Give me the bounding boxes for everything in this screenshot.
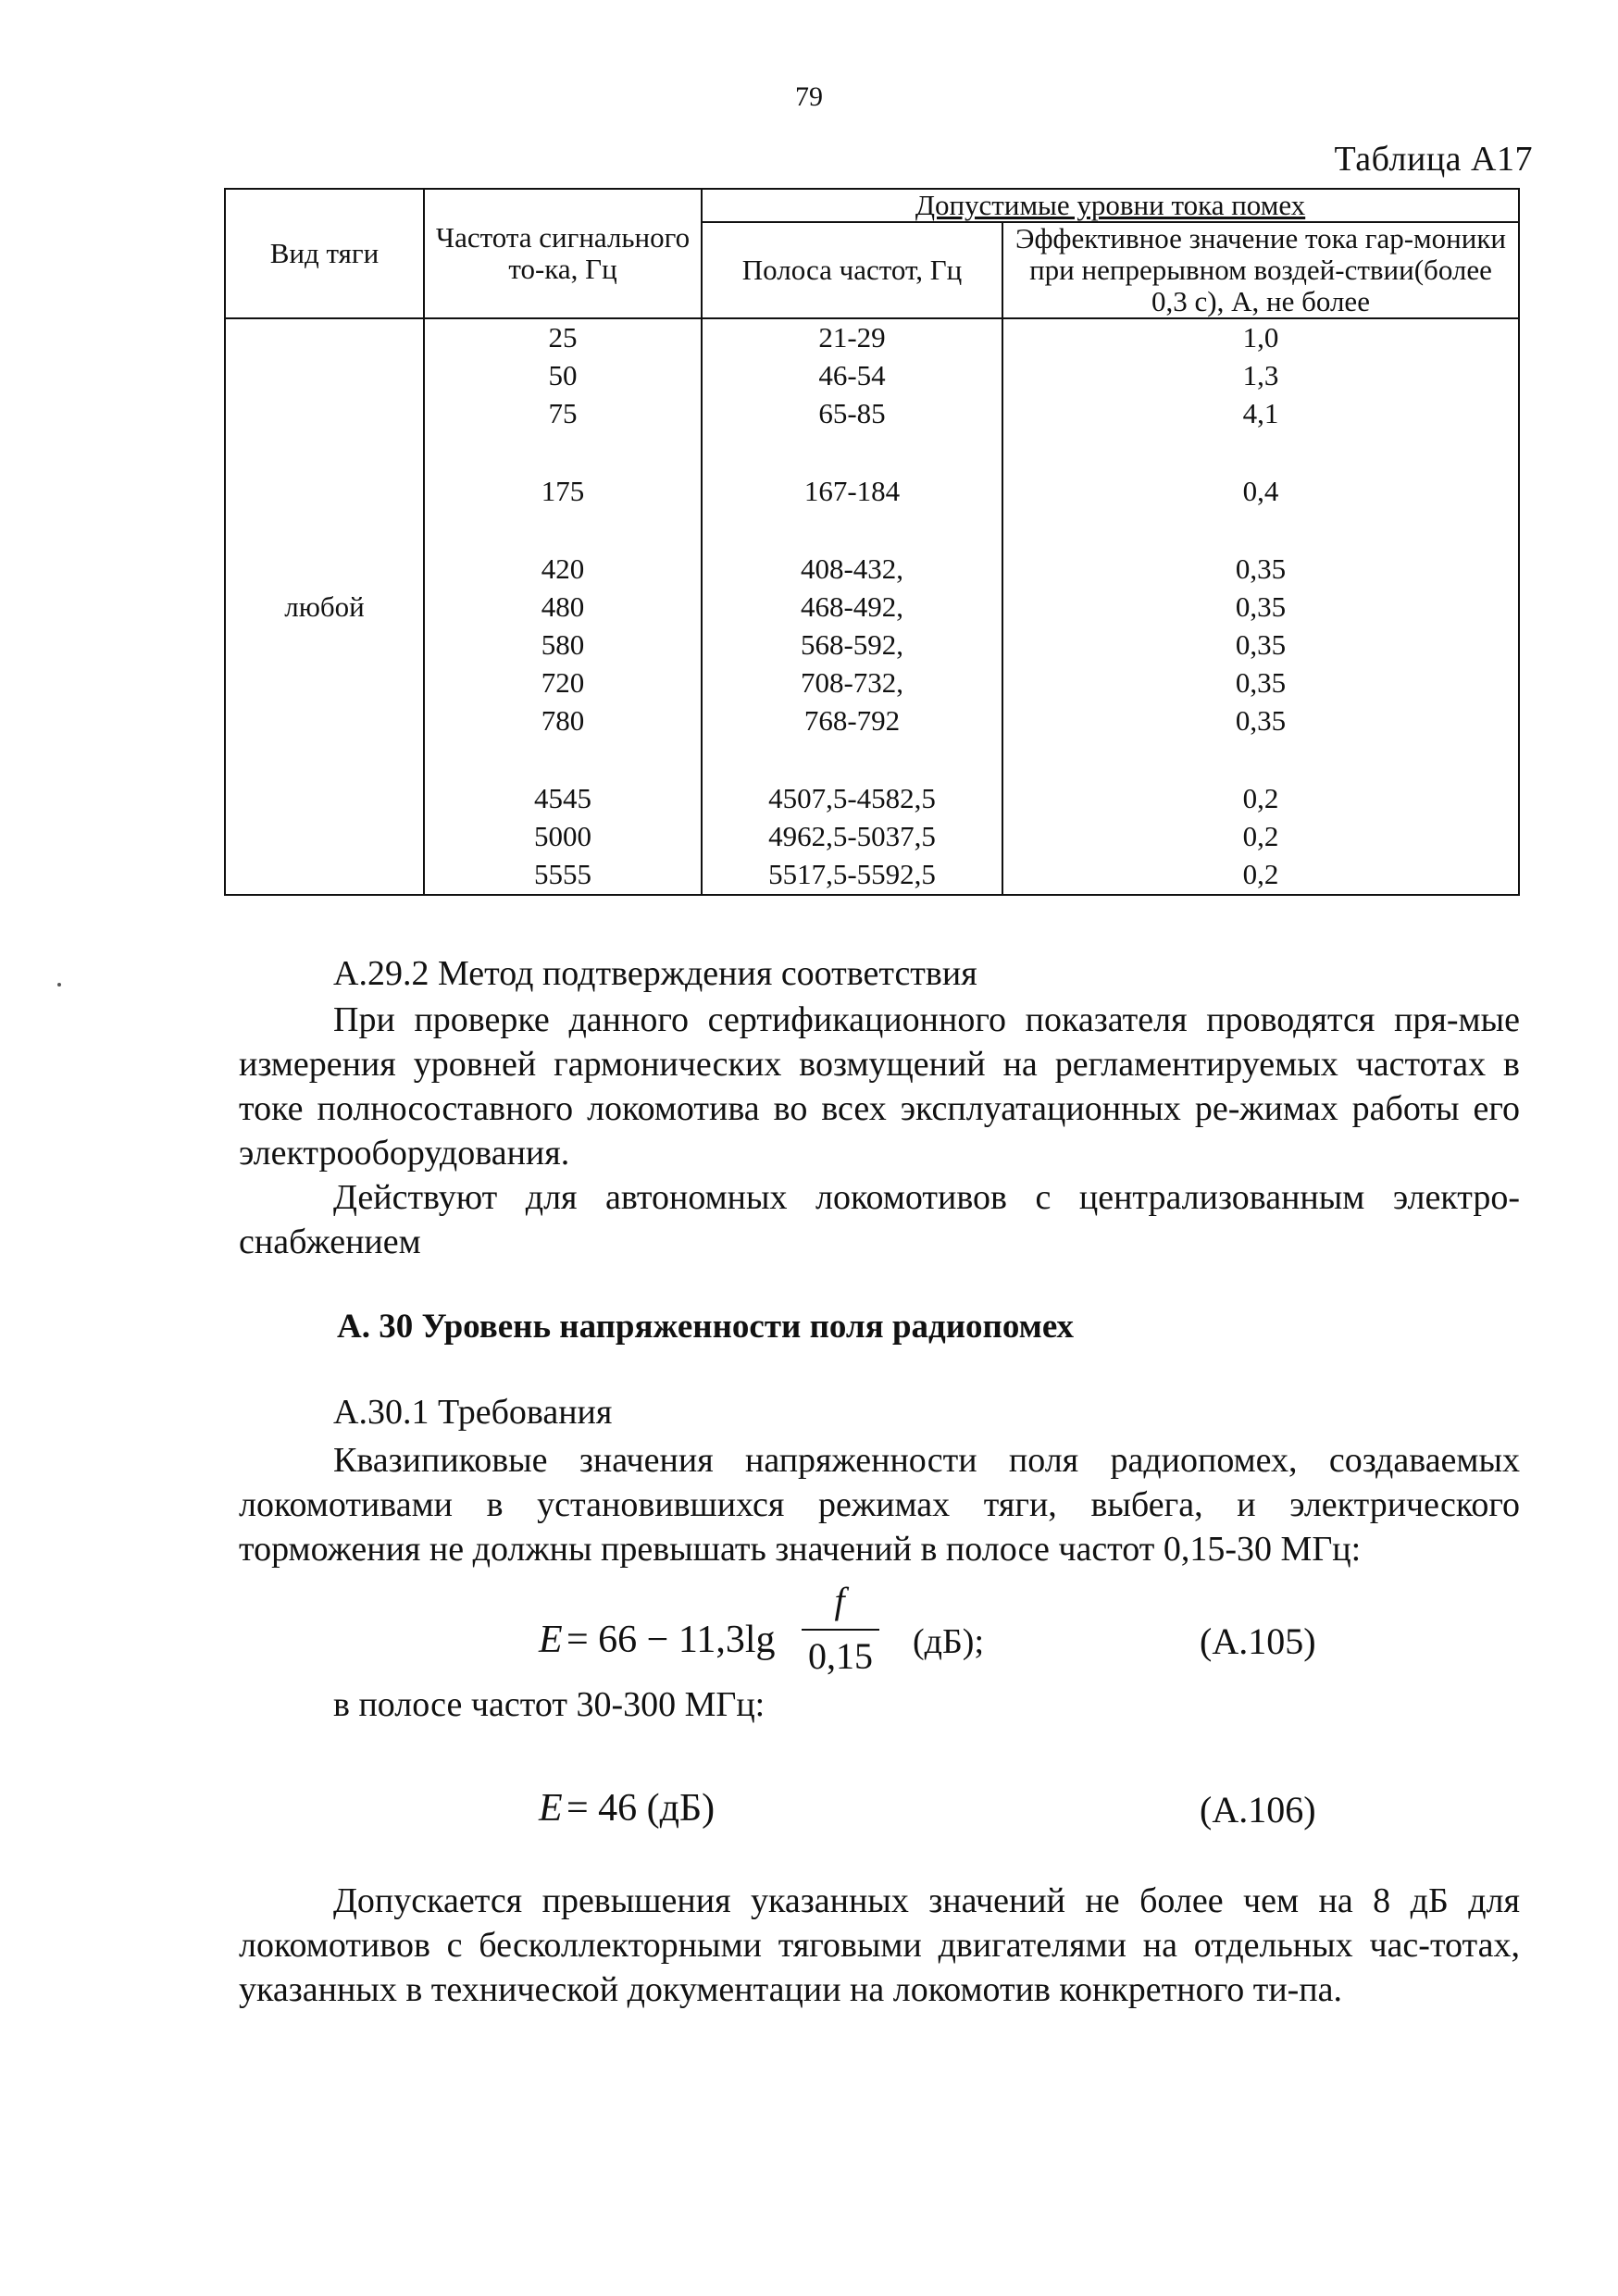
effective-value: 4,1 bbox=[1242, 397, 1279, 429]
formula-1-fraction-bar bbox=[802, 1629, 879, 1631]
band-value: 568-592, bbox=[800, 628, 904, 661]
section-a30-1-title: А.30.1 Требования bbox=[333, 1393, 613, 1432]
formula-1-unit: (дБ); bbox=[913, 1622, 985, 1661]
effective-value: 0,2 bbox=[1242, 858, 1279, 890]
band-value: 408-432, bbox=[800, 552, 904, 585]
formula-2-number: (А.106) bbox=[1200, 1789, 1316, 1831]
header-signal-frequency: Частота сигнального то-ка, Гц bbox=[424, 189, 702, 318]
page-number: 79 bbox=[795, 81, 823, 112]
band-value: 46-54 bbox=[818, 359, 886, 391]
freq-value: 580 bbox=[541, 628, 585, 661]
band-value: 468-492, bbox=[800, 590, 904, 623]
freq-value: 5000 bbox=[534, 820, 591, 852]
section-a29-2-paragraph-1: При проверке данного сертификационного показателя проводятся пря-мые измерения уровней гармонических возмущений на регламентируемых частотах в токе полносоставного локомотива во всех эксплуатационных ре-жимах работы его электрооборудования. bbox=[239, 1000, 1520, 1173]
cell-vid-value bbox=[225, 318, 424, 895]
cell-bands bbox=[702, 318, 1002, 895]
header-permissible-levels bbox=[702, 189, 1519, 222]
effective-value: 0,35 bbox=[1235, 704, 1287, 737]
table-row bbox=[225, 318, 1519, 895]
band-value: 65-85 bbox=[818, 397, 886, 429]
vid-value: любой bbox=[284, 590, 365, 623]
section-a29-2-title: А.29.2 Метод подтверждения соответствия bbox=[333, 954, 977, 993]
band-value: 167-184 bbox=[803, 475, 901, 507]
band-value: 708-732, bbox=[800, 666, 904, 699]
effective-value: 0,35 bbox=[1235, 552, 1287, 585]
freq-value: 480 bbox=[541, 590, 585, 623]
freq-value: 175 bbox=[541, 475, 585, 507]
freq-value: 420 bbox=[541, 552, 585, 585]
header-permissible-levels-label: Допустимые уровни тока помех bbox=[915, 189, 1306, 221]
freq-value: 25 bbox=[548, 321, 578, 354]
effective-value: 0,35 bbox=[1235, 666, 1287, 699]
header-vid-tyagi: Вид тяги bbox=[225, 189, 424, 318]
effective-value: 0,35 bbox=[1235, 590, 1287, 623]
effective-value: 1,3 bbox=[1242, 359, 1279, 391]
cell-effective-values bbox=[1002, 318, 1519, 895]
formula-1-number: (А.105) bbox=[1200, 1620, 1316, 1662]
freq-value: 4545 bbox=[534, 782, 591, 814]
band-value: 4962,5-5037,5 bbox=[768, 820, 936, 852]
scan-speck bbox=[57, 983, 61, 987]
section-a30-between-text: в полосе частот 30-300 МГц: bbox=[333, 1685, 765, 1724]
table-caption: Таблица А17 bbox=[1334, 140, 1533, 179]
section-a30-heading: А. 30 Уровень напряженности поля радиопомех bbox=[337, 1308, 1075, 1346]
freq-value: 5555 bbox=[534, 858, 591, 890]
section-a30-paragraph-1: Квазипиковые значения напряженности поля радиопомех, создаваемых локомотивами в установившихся режимах тяги, выбега, и электрического торможения не должны превышать значений в полосе частот 0,15-30 МГц: bbox=[239, 1441, 1520, 1569]
effective-value: 0,2 bbox=[1242, 820, 1279, 852]
effective-value: 1,0 bbox=[1242, 321, 1279, 354]
band-value: 5517,5-5592,5 bbox=[768, 858, 936, 890]
formula-2-rhs: = 46 (дБ) bbox=[566, 1787, 716, 1830]
section-a30-paragraph-2: Допускается превышения указанных значений не более чем на 8 дБ для локомотивов с бесколлекторными тяговыми двигателями на отдельных час-тотах, указанных в технической документации на локомотив конкретного ти-па. bbox=[239, 1881, 1520, 2009]
formula-1-lhs: E bbox=[539, 1619, 563, 1661]
freq-value: 720 bbox=[541, 666, 585, 699]
freq-value: 780 bbox=[541, 704, 585, 737]
band-value: 4507,5-4582,5 bbox=[768, 782, 936, 814]
effective-value: 0,2 bbox=[1242, 782, 1279, 814]
freq-value: 75 bbox=[548, 397, 578, 429]
header-effective-value: Эффективное значение тока гар-моники при непрерывном воздей-ствии(более 0,3 с), А, не более bbox=[1002, 222, 1519, 318]
effective-value: 0,4 bbox=[1242, 475, 1279, 507]
header-frequency-band: Полоса частот, Гц bbox=[702, 222, 1002, 318]
section-a29-2-paragraph-2: Действуют для автономных локомотивов с централизованным электро-снабжением bbox=[239, 1178, 1520, 1261]
formula-1-denominator: 0,15 bbox=[808, 1635, 873, 1677]
interference-table bbox=[224, 188, 1520, 896]
band-value: 21-29 bbox=[818, 321, 886, 354]
freq-value: 50 bbox=[548, 359, 578, 391]
formula-1-numerator: f bbox=[834, 1580, 845, 1621]
cell-frequencies bbox=[424, 318, 702, 895]
band-value: 768-792 bbox=[803, 704, 901, 737]
formula-1-rhs: = 66 − 11,3lg bbox=[566, 1619, 776, 1661]
formula-2-lhs: E bbox=[539, 1787, 563, 1830]
effective-value: 0,35 bbox=[1235, 628, 1287, 661]
